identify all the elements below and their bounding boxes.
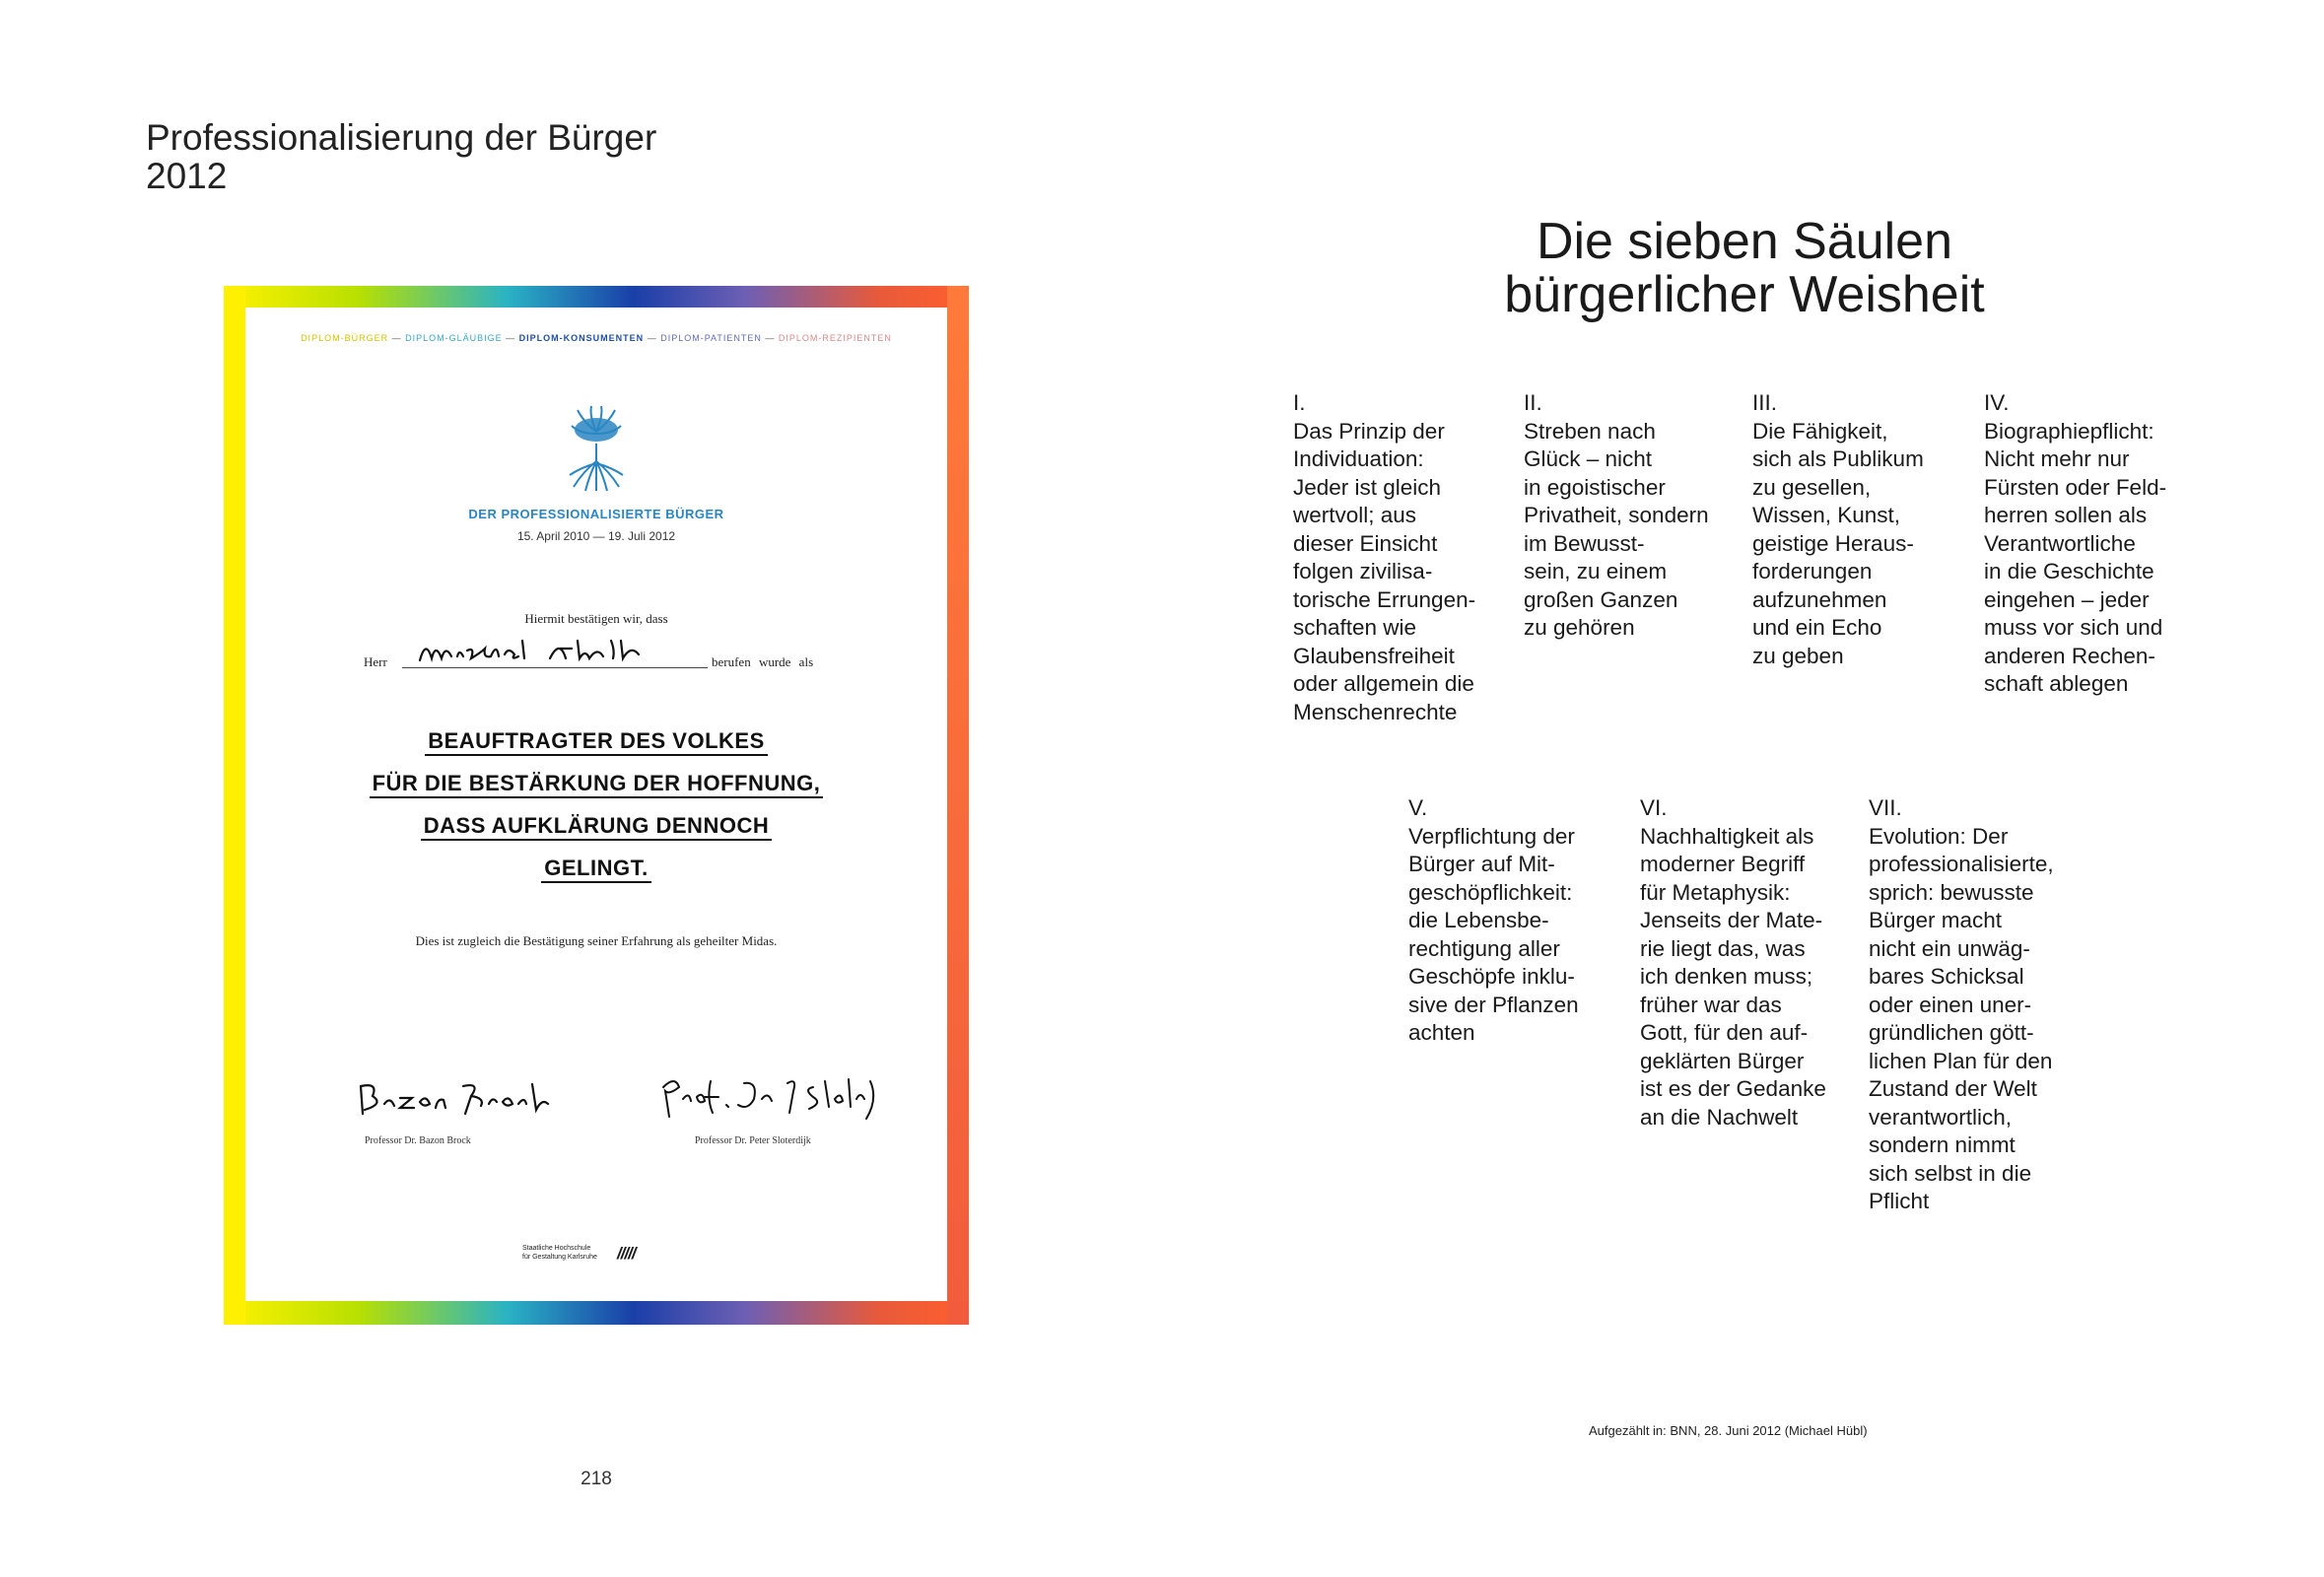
signature-sloterdijk xyxy=(655,1069,882,1127)
pillar-number: II. xyxy=(1524,390,1542,415)
diplom-item: DIPLOM-BÜRGER xyxy=(301,333,389,343)
herr-label: Herr xyxy=(364,654,387,669)
pillar-4 xyxy=(1984,389,2201,699)
certificate-role xyxy=(345,723,848,893)
school-line-1: Staatliche Hochschule xyxy=(522,1245,591,1252)
title-line-1: Professionalisierung der Bürger xyxy=(146,117,657,158)
title-line-2: bürgerlicher Weisheit xyxy=(1504,266,1985,323)
pillar-number: VII. xyxy=(1869,795,1902,820)
diplom-separator: — xyxy=(765,333,776,343)
diplom-item: DIPLOM-PATIENTEN xyxy=(660,333,762,343)
pillar-text: Nachhaltigkeit als moderner Begriff für Metaphysik: Jenseits der Mate- rie liegt das, was ich denken muss; früher war das Gott, für den auf- geklärten Bürger ist es der Gedanke an die Nachwelt xyxy=(1640,823,1826,1130)
diplom-separator: — xyxy=(506,333,516,343)
certificate-dates: 15. April 2010 — 19. Juli 2012 xyxy=(516,529,676,543)
role-line: FÜR DIE BESTÄRKUNG DER HOFFNUNG, xyxy=(370,771,824,798)
pillar-6 xyxy=(1640,794,1857,1131)
pillar-text: Die Fähigkeit, sich als Publikum zu gesellen, Wissen, Kunst, geistige Heraus- forderungen aufzunehmen und ein Echo zu geben xyxy=(1752,418,1924,668)
signature-bazon-brock xyxy=(355,1074,552,1122)
certificate-frame-left xyxy=(224,286,245,1325)
school-line-2: für Gestaltung Karlsruhe xyxy=(522,1254,597,1261)
pillar-1 xyxy=(1293,389,1500,726)
diplom-row xyxy=(286,333,907,343)
pillar-text: Evolution: Der professionalisierte, sprich: bewusste Bürger macht nicht ein unwäg- bares Schicksal oder einen uner- gründlichen gött- lichen Plan für den Zustand der Welt verantwortlich, sondern nimmt sich selbst in die Pflicht xyxy=(1869,823,2054,1213)
midas-text: Dies ist zugleich die Bestätigung seiner Erfahrung als geheilter Midas. xyxy=(415,933,778,948)
pillar-text: Streben nach Glück – nicht in egoistischer Privatheit, sondern im Bewusst- sein, zu einem großen Ganzen zu gehören xyxy=(1524,418,1709,640)
signature2-label: Professor Dr. Peter Sloterdijk xyxy=(695,1135,811,1146)
pillar-number: VI. xyxy=(1640,795,1668,820)
source-note: Aufgezählt in: BNN, 28. Juni 2012 (Michael Hübl) xyxy=(1589,1423,1868,1438)
diplom-item: DIPLOM-KONSUMENTEN xyxy=(518,333,645,343)
handwritten-name-signature xyxy=(412,631,708,668)
title-line-2: 2012 xyxy=(146,156,228,196)
pillar-text: Verpflichtung der Bürger auf Mit- geschöpflichkeit: die Lebensbe- rechtigung aller Geschöpfe inklu- sive der Pflanzen achten xyxy=(1408,823,1579,1045)
role-line: BEAUFTRAGTER DES VOLKES xyxy=(425,728,768,756)
school-logo-mark: ///// xyxy=(617,1244,636,1263)
diplom-item: DIPLOM-REZIPIENTEN xyxy=(778,333,892,343)
pillar-number: I. xyxy=(1293,390,1306,415)
pillar-number: IV. xyxy=(1984,390,2010,415)
role-line: DASS AUFKLÄRUNG DENNOCH xyxy=(421,813,772,841)
tree-logo-icon xyxy=(564,402,629,493)
berufen-text: berufen wurde als xyxy=(712,654,814,669)
certificate-heading: DER PROFESSIONALISIERTE BÜRGER xyxy=(468,507,724,521)
pillar-3 xyxy=(1752,389,1959,670)
right-page-title xyxy=(1459,215,2030,321)
certificate-frame-right xyxy=(947,286,969,1325)
role-line: GELINGT. xyxy=(541,856,650,883)
pillar-text: Biographiepflicht: Nicht mehr nur Fürsten oder Feld- herren sollen als Verantwortliche in die Geschichte eingehen – jeder muss vor sich und anderen Rechen- schaft ablegen xyxy=(1984,418,2167,696)
diplom-separator: — xyxy=(391,333,402,343)
pillar-7 xyxy=(1869,794,2085,1216)
pillar-2 xyxy=(1524,389,1741,643)
pillar-5 xyxy=(1408,794,1615,1048)
school-name xyxy=(522,1244,670,1262)
confirm-text: Hiermit bestätigen wir, dass xyxy=(524,611,668,626)
left-page-title xyxy=(146,118,656,195)
pillar-number: V. xyxy=(1408,795,1428,820)
pillar-text: Das Prinzip der Individuation: Jeder ist gleich wertvoll; aus dieser Einsicht folgen zivilisa- torische Errungen- schaften wie Glaubensfreiheit oder allgemein die Menschenrechte xyxy=(1293,418,1476,724)
diplom-separator: — xyxy=(647,333,657,343)
diplom-item: DIPLOM-GLÄUBIGE xyxy=(405,333,503,343)
page-number: 218 xyxy=(581,1469,612,1489)
title-line-1: Die sieben Säulen xyxy=(1536,213,1953,270)
pillar-number: III. xyxy=(1752,390,1778,415)
signature1-label: Professor Dr. Bazon Brock xyxy=(365,1135,471,1146)
name-underline xyxy=(402,667,708,668)
